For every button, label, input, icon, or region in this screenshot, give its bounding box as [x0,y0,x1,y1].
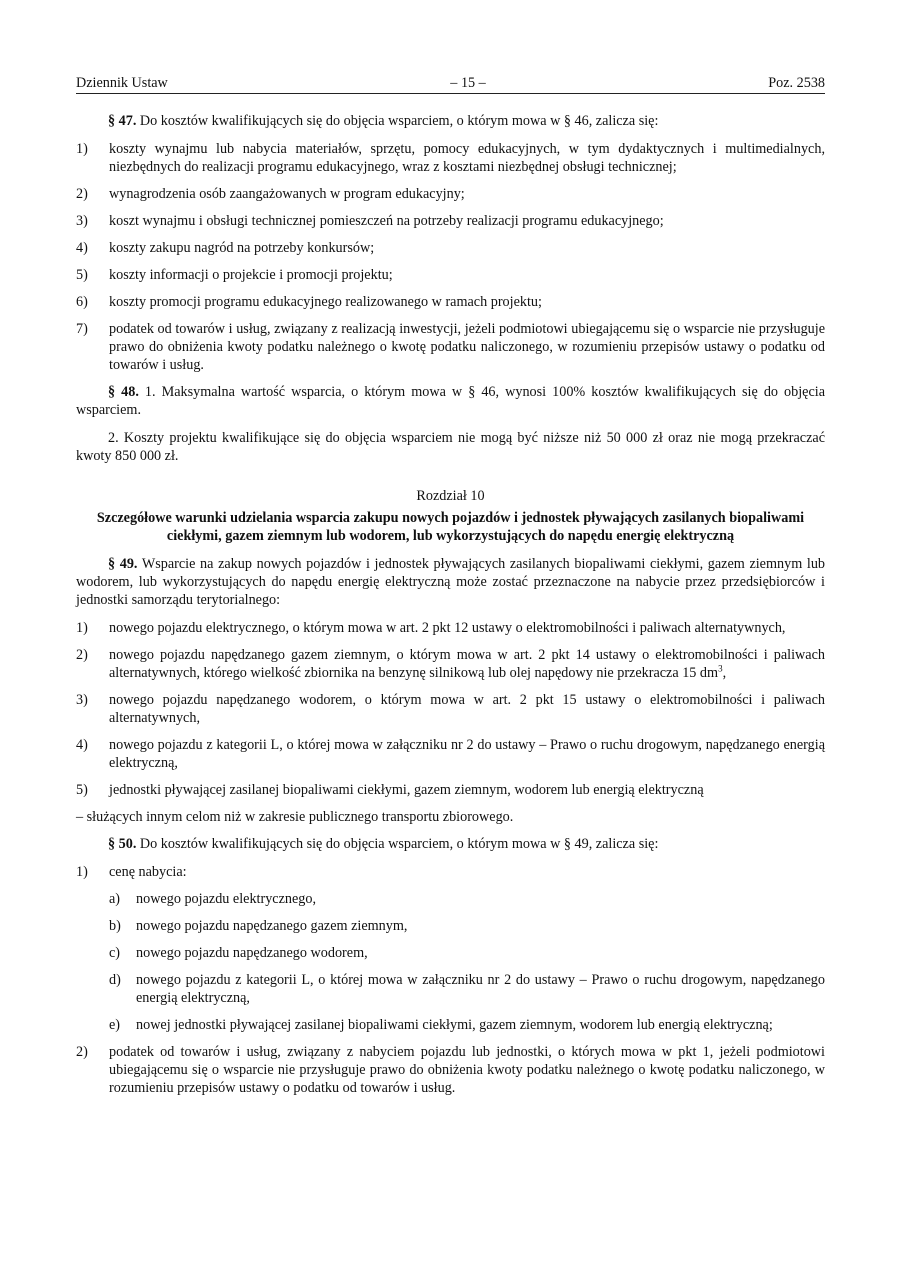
sub-list-item [109,944,825,962]
section-text: Do kosztów kwalifikujących się do objęcia wsparciem, o którym mowa w § 49, zalicza się: [139,836,659,852]
section-mark: § 47. [108,113,137,129]
section-mark: § 48. [108,384,139,400]
list-item [76,863,825,881]
list-item [76,239,825,257]
list-item [76,320,825,374]
item-text-main: nowego pojazdu napędzanego gazem ziemnym, o którym mowa w art. 2 pkt 14 ustawy o elektromobilności i paliwach alternatywnych, którego wielkość zbiornika na benzynę silnikową lub olej napędowy nie przekracza 15 dm [109,647,825,681]
list-item [76,140,825,176]
item-text: podatek od towarów i usług, związany z realizacją inwestycji, jeżeli podmiotowi ubiegającemu się o wsparcie nie przysługuje prawo do obniżenia kwoty podatku należnego o kwotę podatku naliczonego, w rozumieniu przepisów ustawy o podatku od towarów i usług. [109,321,825,373]
item-text: koszty zakupu nagród na potrzeby konkursów; [109,240,375,256]
subitem-text: nowego pojazdu napędzanego wodorem, [136,945,368,961]
section-text: Do kosztów kwalifikujących się do objęcia wsparciem, o którym mowa w § 46, zalicza się: [139,113,659,129]
item-number: 5) [76,267,88,283]
item-number: 7) [76,321,88,337]
sub-list-item [109,890,825,908]
item-number: 1) [76,141,88,157]
chapter-title: Szczegółowe warunki udzielania wsparcia zakupu nowych pojazdów i jednostek pływających zasilanych biopaliwami ciekłymi, gazem ziemnym lub wodorem, lub wykorzystujących do napędu energię elektryczną [96,510,805,544]
sub-list-item [109,1016,825,1034]
item-number: 1) [76,864,88,880]
item-text: koszty promocji programu edukacyjnego realizowanego w ramach projektu; [109,294,542,310]
item-text: cenę nabycia: [109,864,187,880]
item-number: 2) [76,1044,88,1060]
section-mark: § 49. [108,556,138,572]
subitem-letter: d) [109,972,121,988]
section-48-paragraph-1 [76,383,825,419]
item-text: nowego pojazdu elektrycznego, o którym mowa w art. 2 pkt 12 ustawy o elektromobilności i paliwach alternatywnych, [109,620,786,636]
list-item [76,736,825,772]
section-49-closing: – służących innym celom niż w zakresie publicznego transportu zbiorowego. [76,809,514,825]
item-number: 3) [76,213,88,229]
subitem-letter: a) [109,891,121,907]
section-text: 1. Maksymalna wartość wsparcia, o którym mowa w § 46, wynosi 100% kosztów kwalifikujących się do objęcia wsparciem. [76,384,826,418]
list-item [76,1043,825,1097]
list-item [76,185,825,203]
item-text: koszt wynajmu i obsługi technicznej pomieszczeń na potrzeby realizacji programu edukacyjnego; [109,213,664,229]
item-text: podatek od towarów i usług, związany z nabyciem pojazdu lub jednostki, o których mowa w pkt 1, jeżeli podmiotowi ubiegającemu się o wsparcie nie przysługuje prawo do obniżenia kwoty podatku należnego o kwotę podatku naliczonego, w rozumieniu przepisów ustawy o podatku od towarów i usług. [109,1044,825,1096]
list-item [76,646,825,682]
item-text: nowego pojazdu z kategorii L, o której mowa w załączniku nr 2 do ustawy – Prawo o ruchu drogowym, napędzanego energią elektryczną, [109,737,825,771]
position-number: Poz. 2538 [768,75,825,91]
subitem-letter: e) [109,1017,121,1033]
item-text: wynagrodzenia osób zaangażowanych w program edukacyjny; [109,186,465,202]
list-item [76,691,825,727]
item-number: 5) [76,782,88,798]
page-header [76,75,825,94]
item-text: jednostki pływającej zasilanej biopaliwami ciekłymi, gazem ziemnym, wodorem lub energią elektryczną [109,782,704,798]
item-text: nowego pojazdu napędzanego wodorem, o którym mowa w art. 2 pkt 15 ustawy o elektromobilności i paliwach alternatywnych, [109,692,825,726]
item-text-tail: , [722,665,727,681]
journal-name: Dziennik Ustaw [76,75,168,91]
list-item [76,266,825,284]
page-number: – 15 – [450,75,486,91]
item-number: 6) [76,294,88,310]
list-item [76,293,825,311]
subitem-text: nowego pojazdu elektrycznego, [136,891,317,907]
item-number: 3) [76,692,88,708]
sub-list-item [109,971,825,1007]
document-body [76,112,825,1106]
section-text: Wsparcie na zakup nowych pojazdów i jednostek pływających zasilanych biopaliwami ciekłymi, gazem ziemnym lub wodorem, lub wykorzystujących do napędu energię elektryczną może zostać przeznaczone na nabycie przez przedsiębiorców i jednostki samorządu terytorialnego: [76,556,826,608]
section-50-intro [76,835,825,853]
section-mark: § 50. [108,836,137,852]
list-item [76,619,825,637]
section-49-intro [76,555,825,609]
item-number: 1) [76,620,88,636]
superscript: 3 [718,663,723,674]
section-47-intro [76,112,825,130]
list-item [76,212,825,230]
list-item [76,781,825,799]
subitem-text: nowej jednostki pływającej zasilanej biopaliwami ciekłymi, gazem ziemnym, wodorem lub energią elektryczną; [136,1017,773,1033]
sub-list-item [109,917,825,935]
item-number: 2) [76,647,88,663]
subitem-letter: b) [109,918,121,934]
section-48-paragraph-2: 2. Koszty projektu kwalifikujące się do objęcia wsparciem nie mogą być niższe niż 50 000 zł oraz nie mogą przekraczać kwoty 850 000 zł. [76,430,825,464]
subitem-letter: c) [109,945,121,961]
subitem-text: nowego pojazdu z kategorii L, o której mowa w załączniku nr 2 do ustawy – Prawo o ruchu drogowym, napędzanego energią elektryczną, [136,972,825,1006]
item-number: 4) [76,240,88,256]
item-number: 4) [76,737,88,753]
chapter-label: Rozdział 10 [416,488,485,504]
subitem-text: nowego pojazdu napędzanego gazem ziemnym, [136,918,408,934]
item-text: koszty wynajmu lub nabycia materiałów, sprzętu, pomocy edukacyjnych, w tym dydaktycznych i multimedialnych, niezbędnych do realizacji programu edukacyjnego, wraz z kosztami niezbędnej obsługi technicznej; [109,141,825,175]
item-number: 2) [76,186,88,202]
item-text [109,646,825,682]
item-text: koszty informacji o projekcie i promocji projektu; [109,267,393,283]
